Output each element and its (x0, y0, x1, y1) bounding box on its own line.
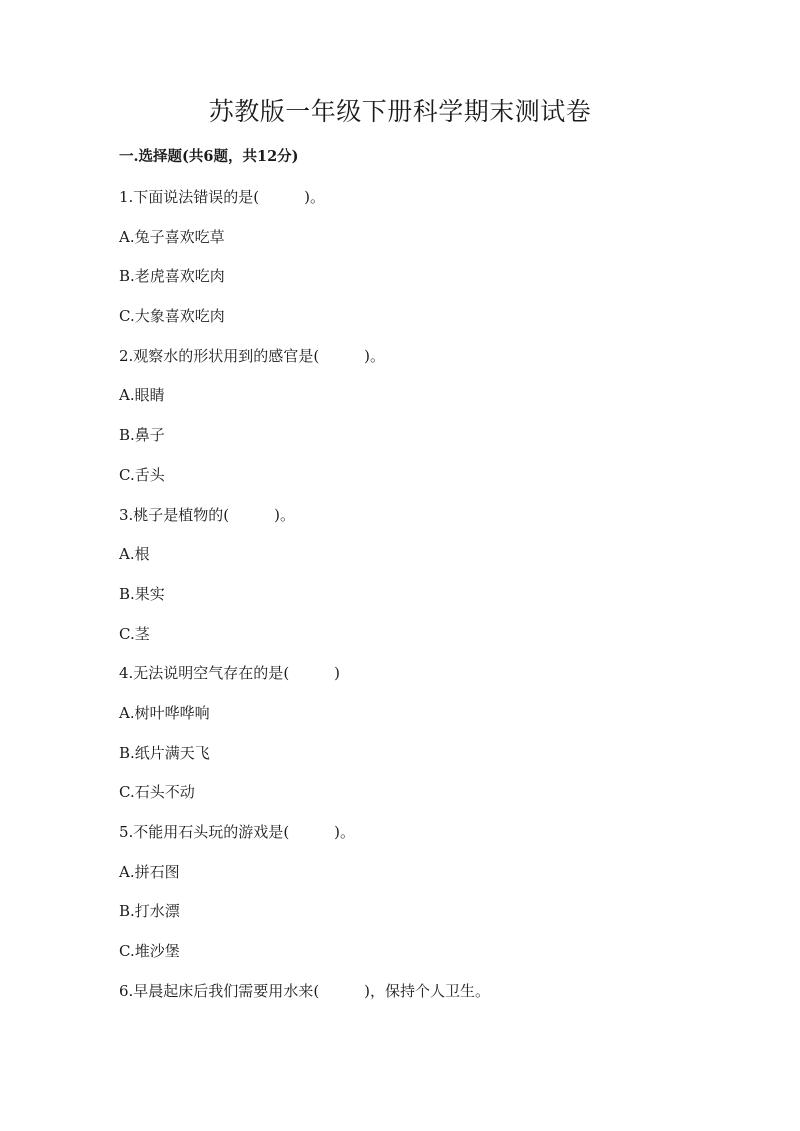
question-option: C.大象喜欢吃肉 (119, 307, 225, 326)
question-option: C.石头不动 (119, 783, 195, 802)
question-option: B.纸片满天飞 (119, 743, 210, 762)
question-option: C.堆沙堡 (119, 942, 180, 961)
section-header: 一.选择题(共6题，共12分) (119, 148, 299, 165)
question-option: B.鼻子 (119, 426, 165, 445)
question-option: A.根 (119, 545, 150, 564)
question-stem: 1.下面说法错误的是( )。 (119, 188, 326, 206)
question-option: B.老虎喜欢吃肉 (119, 267, 225, 286)
question-option: A.兔子喜欢吃草 (119, 227, 225, 246)
question-option: A.树叶哗哗响 (119, 703, 210, 722)
question-stem: 5.不能用石头玩的游戏是( )。 (119, 823, 356, 841)
question-stem: 6.早晨起床后我们需要用水来( )，保持个人卫生。 (119, 981, 491, 1000)
question-option: A.眼睛 (119, 386, 165, 405)
question-option: C.舌头 (119, 465, 165, 484)
question-option: B.果实 (119, 584, 165, 603)
page-title: 苏教版一年级下册科学期末测试卷 (208, 97, 592, 126)
question-list (119, 185, 490, 1018)
question-option: A.拼石图 (119, 862, 180, 881)
question-stem: 2.观察水的形状用到的感官是( )。 (119, 346, 386, 365)
question-stem: 4.无法说明空气存在的是( ) (119, 664, 341, 683)
question-option: B.打水漂 (119, 902, 180, 921)
question-option: C.茎 (119, 624, 150, 643)
question-stem: 3.桃子是植物的( )。 (119, 505, 296, 524)
